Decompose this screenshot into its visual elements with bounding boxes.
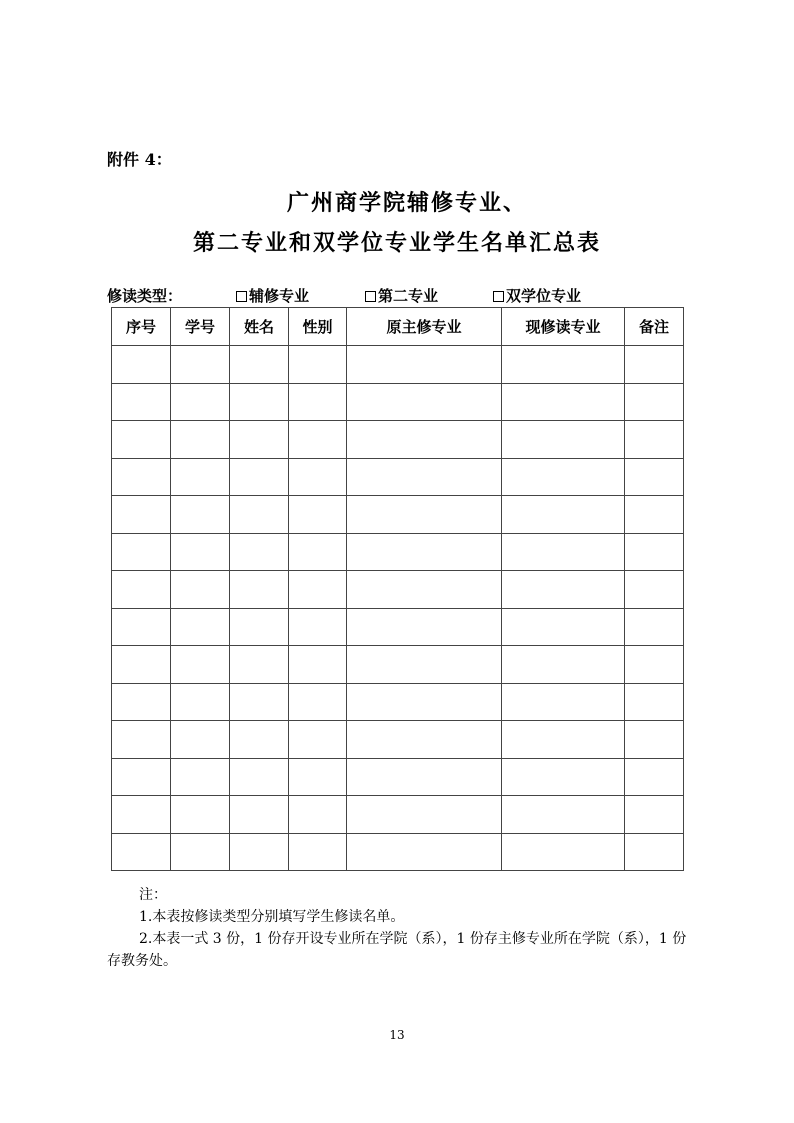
table-cell[interactable] — [625, 346, 684, 384]
option-second-major[interactable] — [365, 285, 438, 307]
table-cell[interactable] — [625, 496, 684, 534]
header-remarks: 备注 — [625, 308, 684, 346]
table-header-row — [112, 308, 684, 346]
table-cell[interactable] — [347, 833, 502, 871]
table-cell[interactable] — [289, 833, 347, 871]
option-double-degree-label: 双学位专业 — [506, 287, 582, 305]
table-cell[interactable] — [112, 608, 171, 646]
table-cell[interactable] — [171, 496, 230, 534]
option-minor-label: 辅修专业 — [249, 287, 310, 305]
table-cell[interactable] — [347, 421, 502, 459]
table-cell[interactable] — [171, 571, 230, 609]
header-name: 姓名 — [230, 308, 289, 346]
table-cell[interactable] — [289, 721, 347, 759]
table-cell[interactable] — [230, 646, 289, 684]
table-cell[interactable] — [502, 758, 625, 796]
table-cell[interactable] — [347, 571, 502, 609]
table-cell[interactable] — [347, 646, 502, 684]
table-cell[interactable] — [502, 796, 625, 834]
table-cell[interactable] — [625, 421, 684, 459]
table-cell[interactable] — [502, 496, 625, 534]
table-cell[interactable] — [625, 721, 684, 759]
table-cell[interactable] — [112, 683, 171, 721]
table-cell[interactable] — [502, 571, 625, 609]
checkbox-minor[interactable] — [236, 291, 247, 302]
table-cell[interactable] — [289, 458, 347, 496]
notes-heading: 注： — [139, 887, 167, 903]
table-cell[interactable] — [289, 608, 347, 646]
table-row — [112, 571, 684, 609]
table-cell[interactable] — [347, 796, 502, 834]
table-cell[interactable] — [289, 646, 347, 684]
table-row — [112, 458, 684, 496]
checkbox-second-major[interactable] — [365, 291, 376, 302]
table-cell[interactable] — [171, 383, 230, 421]
table-cell[interactable] — [289, 533, 347, 571]
table-cell[interactable] — [347, 608, 502, 646]
header-current-major: 现修读专业 — [502, 308, 625, 346]
document-title-line-2: 第二专业和双学位专业学生名单汇总表 — [192, 230, 601, 256]
table-cell[interactable] — [347, 496, 502, 534]
table-cell[interactable] — [625, 646, 684, 684]
header-serial-number: 序号 — [112, 308, 171, 346]
table-cell[interactable] — [347, 721, 502, 759]
table-body — [112, 346, 684, 871]
table-row — [112, 683, 684, 721]
table-cell[interactable] — [112, 346, 171, 384]
table-cell[interactable] — [625, 608, 684, 646]
table-cell[interactable] — [230, 346, 289, 384]
table-row — [112, 608, 684, 646]
option-minor[interactable] — [236, 285, 309, 307]
table-cell[interactable] — [112, 721, 171, 759]
table-cell[interactable] — [112, 571, 171, 609]
table-cell[interactable] — [171, 533, 230, 571]
table-cell[interactable] — [289, 383, 347, 421]
table-cell[interactable] — [171, 758, 230, 796]
table-cell[interactable] — [112, 796, 171, 834]
table-cell[interactable] — [289, 758, 347, 796]
table-cell[interactable] — [502, 683, 625, 721]
table-cell[interactable] — [347, 346, 502, 384]
table-cell[interactable] — [112, 533, 171, 571]
table-cell[interactable] — [502, 346, 625, 384]
table-cell[interactable] — [171, 683, 230, 721]
table-cell[interactable] — [502, 383, 625, 421]
option-double-degree[interactable] — [493, 285, 581, 307]
table-row — [112, 346, 684, 384]
header-student-id: 学号 — [171, 308, 230, 346]
table-cell[interactable] — [112, 421, 171, 459]
table-cell[interactable] — [171, 721, 230, 759]
table-cell[interactable] — [625, 458, 684, 496]
table-cell[interactable] — [502, 458, 625, 496]
note-item-1: 1.本表按修读类型分别填写学生修读名单。 — [139, 909, 405, 925]
table-cell[interactable] — [502, 721, 625, 759]
table-cell[interactable] — [171, 608, 230, 646]
table-cell[interactable] — [112, 458, 171, 496]
table-cell[interactable] — [230, 533, 289, 571]
table-cell[interactable] — [625, 833, 684, 871]
table-cell[interactable] — [112, 496, 171, 534]
header-gender: 性别 — [289, 308, 347, 346]
table-cell[interactable] — [230, 796, 289, 834]
table-row — [112, 383, 684, 421]
table-row — [112, 721, 684, 759]
table-cell[interactable] — [625, 758, 684, 796]
table-row — [112, 646, 684, 684]
table-row — [112, 758, 684, 796]
table-cell[interactable] — [625, 683, 684, 721]
table-cell[interactable] — [347, 683, 502, 721]
table-cell[interactable] — [289, 796, 347, 834]
table-cell[interactable] — [230, 721, 289, 759]
student-roster-table — [111, 307, 684, 871]
study-type-label: 修读类型： — [107, 287, 183, 305]
table-cell[interactable] — [502, 833, 625, 871]
table-cell[interactable] — [112, 758, 171, 796]
table-cell[interactable] — [289, 421, 347, 459]
table-cell[interactable] — [230, 683, 289, 721]
table-cell[interactable] — [625, 533, 684, 571]
table-row — [112, 796, 684, 834]
table-cell[interactable] — [230, 421, 289, 459]
table-cell[interactable] — [230, 458, 289, 496]
note-item-2: 2.本表一式 3 份，1 份存开设专业所在学院（系），1 份存主修专业所在学院（系），1 份存教务处。 — [107, 931, 687, 969]
document-title-line-1: 广州商学院辅修专业、 — [286, 190, 527, 216]
table-cell[interactable] — [230, 833, 289, 871]
checkbox-double-degree[interactable] — [493, 291, 504, 302]
table-cell[interactable] — [230, 571, 289, 609]
table-cell[interactable] — [230, 496, 289, 534]
table-cell[interactable] — [347, 458, 502, 496]
table-cell[interactable] — [230, 608, 289, 646]
table-cell[interactable] — [171, 458, 230, 496]
table-row — [112, 833, 684, 871]
table-cell[interactable] — [230, 758, 289, 796]
table-cell[interactable] — [112, 833, 171, 871]
page-number: 13 — [389, 1028, 405, 1042]
table-cell[interactable] — [347, 758, 502, 796]
table-cell[interactable] — [171, 346, 230, 384]
table-cell[interactable] — [502, 646, 625, 684]
table-cell[interactable] — [625, 796, 684, 834]
table-cell[interactable] — [502, 421, 625, 459]
table-cell[interactable] — [171, 833, 230, 871]
notes-section — [107, 884, 687, 972]
table-cell[interactable] — [347, 383, 502, 421]
table-cell[interactable] — [171, 796, 230, 834]
table-cell[interactable] — [289, 346, 347, 384]
table-cell[interactable] — [347, 533, 502, 571]
table-row — [112, 421, 684, 459]
table-row — [112, 533, 684, 571]
study-type-row — [107, 285, 687, 307]
table-row — [112, 496, 684, 534]
table-cell[interactable] — [112, 383, 171, 421]
table-cell[interactable] — [171, 646, 230, 684]
table-cell[interactable] — [289, 571, 347, 609]
table-cell[interactable] — [230, 383, 289, 421]
header-original-major: 原主修专业 — [347, 308, 502, 346]
attachment-label: 附件 4： — [107, 150, 172, 169]
table-cell[interactable] — [625, 571, 684, 609]
table-cell[interactable] — [289, 496, 347, 534]
table-cell[interactable] — [112, 646, 171, 684]
table-cell[interactable] — [502, 533, 625, 571]
table-cell[interactable] — [502, 608, 625, 646]
table-cell[interactable] — [625, 383, 684, 421]
option-second-major-label: 第二专业 — [378, 287, 439, 305]
table-cell[interactable] — [289, 683, 347, 721]
table-cell[interactable] — [171, 421, 230, 459]
